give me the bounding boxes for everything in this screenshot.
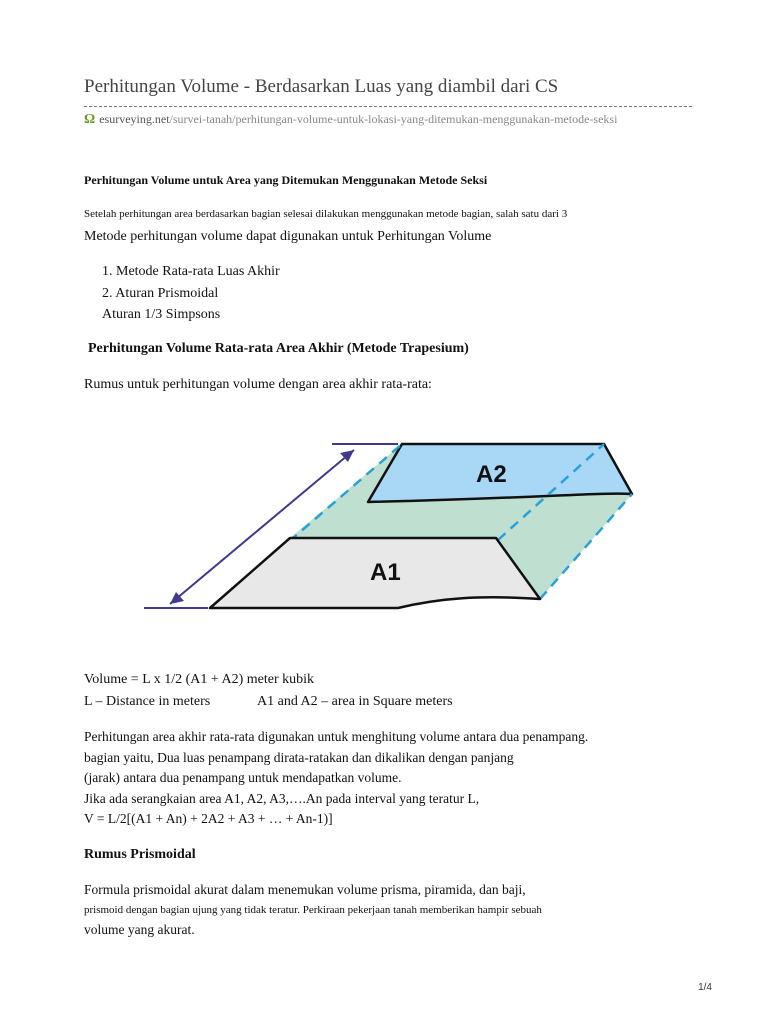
method-item-3: Aturan 1/3 Simpsons: [102, 307, 221, 322]
page-title: Perhitungan Volume - Berdasarkan Luas yang diambil dari CS: [84, 76, 559, 97]
intro-small-text: Setelah perhitungan area berdasarkan bagian selesai dilakukan menggunakan metode bagian, salah satu dari 3: [84, 208, 568, 220]
source-path[interactable]: /survei-tanah/perhitungan-volume-untuk-lokasi-yang-ditemukan-menggunakan-metode-seksi: [169, 112, 618, 126]
section-heading-prismoidal: Rumus Prismoidal: [84, 847, 196, 862]
prismoidal-line-3: volume yang akurat.: [84, 922, 195, 937]
source-line[interactable]: [84, 112, 617, 128]
source-link-icon: Ω: [84, 112, 96, 127]
formula-intro: Rumus untuk perhitungan volume dengan area akhir rata-rata:: [84, 377, 432, 392]
method-item-1: 1. Metode Rata-rata Luas Akhir: [102, 264, 280, 279]
label-a2: A2: [476, 461, 507, 488]
para-line-2: bagian yaitu, Dua luas penampang dirata-ratakan dan dikalikan dengan panjang: [84, 750, 514, 765]
section-heading-trapesium: Perhitungan Volume Rata-rata Area Akhir (Metode Trapesium): [88, 341, 469, 356]
volume-formula: Volume = L x 1/2 (A1 + A2) meter kubik: [84, 672, 315, 687]
intro-text: Metode perhitungan volume dapat digunakan untuk Perhitungan Volume: [84, 229, 492, 244]
para-line-1: Perhitungan area akhir rata-rata digunakan untuk menghitung volume antara dua penampang.: [84, 729, 589, 744]
para-line-3: (jarak) antara dua penampang untuk mendapatkan volume.: [84, 770, 402, 785]
prismoidal-line-1: Formula prismoidal akurat dalam menemukan volume prisma, piramida, dan baji,: [84, 882, 526, 897]
method-item-2: 2. Aturan Prismoidal: [102, 286, 219, 301]
prismoidal-line-2: prismoid dengan bagian ujung yang tidak teratur. Perkiraan pekerjaan tanah memberikan hampir sebuah: [84, 904, 542, 916]
legend-distance: L – Distance in meters: [84, 694, 211, 709]
section-heading-seksi: Perhitungan Volume untuk Area yang Ditemukan Menggunakan Metode Seksi: [84, 173, 488, 187]
source-domain[interactable]: esurveying.net: [99, 112, 170, 126]
legend-area: A1 and A2 – area in Square meters: [257, 694, 453, 709]
para-line-4: Jika ada serangkaian area A1, A2, A3,….An pada interval yang teratur L,: [84, 791, 480, 806]
para-line-5: V = L/2[(A1 + An) + 2A2 + A3 + … + An-1)]: [84, 811, 333, 826]
label-a1: A1: [370, 559, 401, 586]
title-divider: [84, 106, 692, 107]
average-end-area-figure: [140, 438, 640, 618]
page-number: 1/4: [698, 982, 712, 993]
